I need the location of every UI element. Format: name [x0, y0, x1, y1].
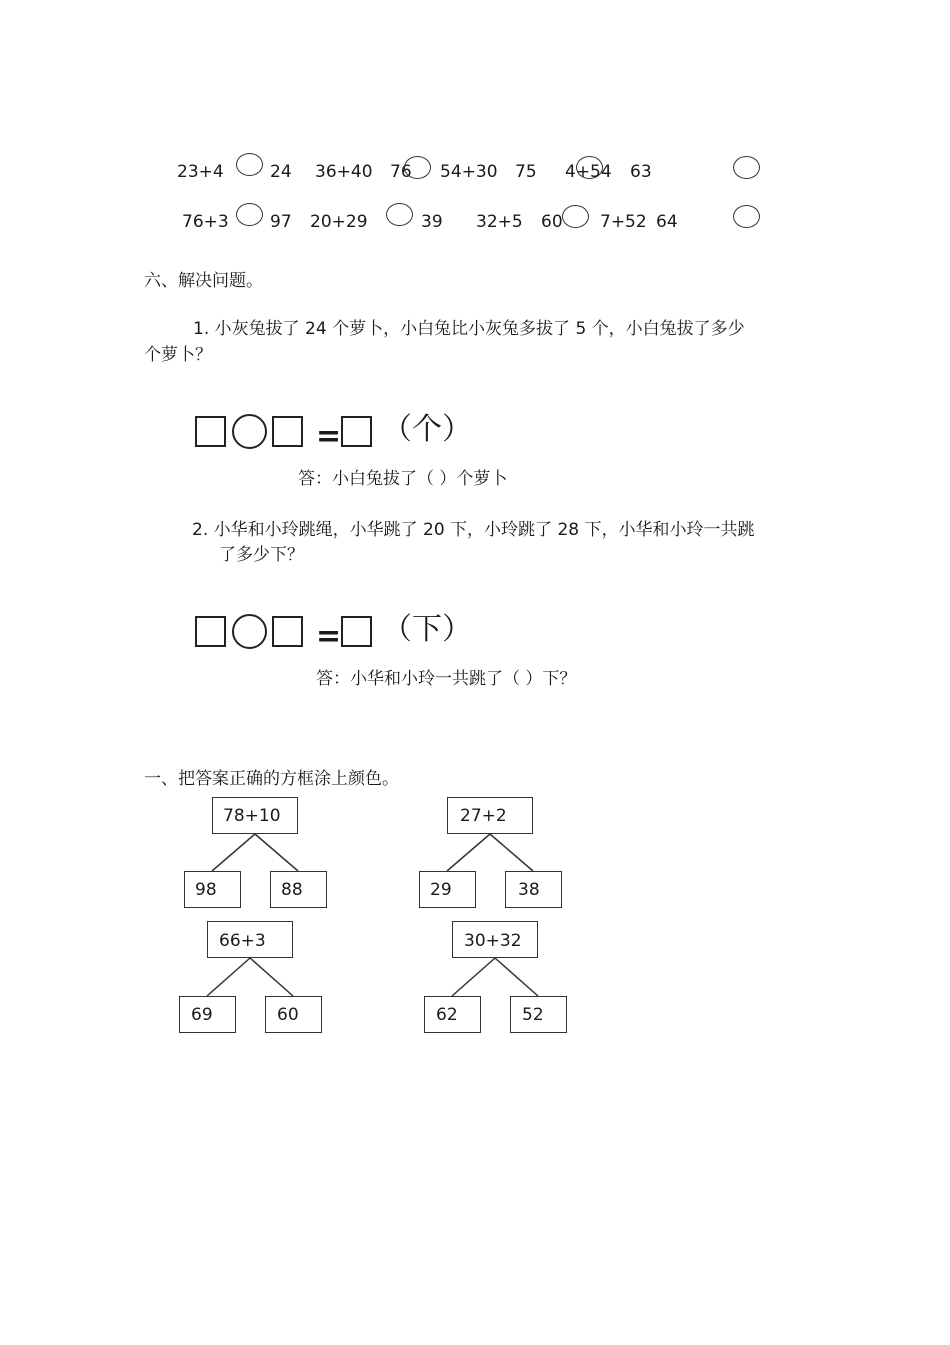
unit-label: （下） [382, 612, 472, 647]
question-2-line-1: 2. 小华和小玲跳绳，小华跳了 20 下，小玲跳了 28 下，小华和小玲一共跳 [192, 520, 755, 540]
expression-box: 78+10 [212, 797, 298, 834]
value: 24 [270, 162, 292, 182]
expr: 54+30 [440, 162, 498, 182]
expr: 76+3 [182, 212, 229, 232]
expression-box: 27+2 [447, 797, 533, 834]
expression-box: 30+32 [452, 921, 538, 958]
expr: 4+54 [565, 162, 612, 182]
value: 60 [541, 212, 563, 232]
value: 39 [421, 212, 443, 232]
value: 63 [630, 162, 652, 182]
question-1-line-1: 1. 小灰兔拔了 24 个萝卜，小白兔比小灰兔多拔了 5 个，小白兔拔了多少 [193, 319, 745, 339]
equals-sign: = [316, 619, 342, 654]
answer-option-box[interactable]: 69 [179, 996, 236, 1033]
value: 75 [515, 162, 537, 182]
expression-box: 66+3 [207, 921, 293, 958]
answer-option-box[interactable]: 52 [510, 996, 567, 1033]
connector-line [495, 958, 538, 996]
expr: 23+4 [177, 162, 224, 182]
section-title: 一、把答案正确的方框涂上颜色。 [144, 769, 399, 789]
connector-line [255, 834, 298, 871]
answer-option-box[interactable]: 62 [424, 996, 481, 1033]
answer-line-1: 答：小白兔拔了（ ）个萝卜 [298, 469, 508, 489]
answer-option-box[interactable]: 88 [270, 871, 327, 908]
connector-line [447, 834, 490, 871]
expr: 32+5 [476, 212, 523, 232]
section-title: 六、解决问题。 [144, 271, 263, 291]
expr: 7+52 [600, 212, 647, 232]
question-1-line-2: 个萝卜？ [144, 345, 212, 365]
answer-option-box[interactable]: 98 [184, 871, 241, 908]
expr: 36+40 [315, 162, 373, 182]
answer-line-2: 答：小华和小玲一共跳了（ ）下？ [316, 669, 577, 689]
equals-sign: = [316, 419, 342, 454]
connector-line [490, 834, 533, 871]
connector-line [452, 958, 495, 996]
connector-line [250, 958, 293, 996]
value: 97 [270, 212, 292, 232]
expr: 20+29 [310, 212, 368, 232]
connector-line [207, 958, 250, 996]
answer-option-box[interactable]: 29 [419, 871, 476, 908]
connector-line [212, 834, 255, 871]
question-2-line-2: 了多少下？ [219, 545, 304, 565]
value: 64 [656, 212, 678, 232]
answer-option-box[interactable]: 38 [505, 871, 562, 908]
value: 76 [390, 162, 412, 182]
unit-label: （个） [382, 412, 472, 447]
answer-option-box[interactable]: 60 [265, 996, 322, 1033]
